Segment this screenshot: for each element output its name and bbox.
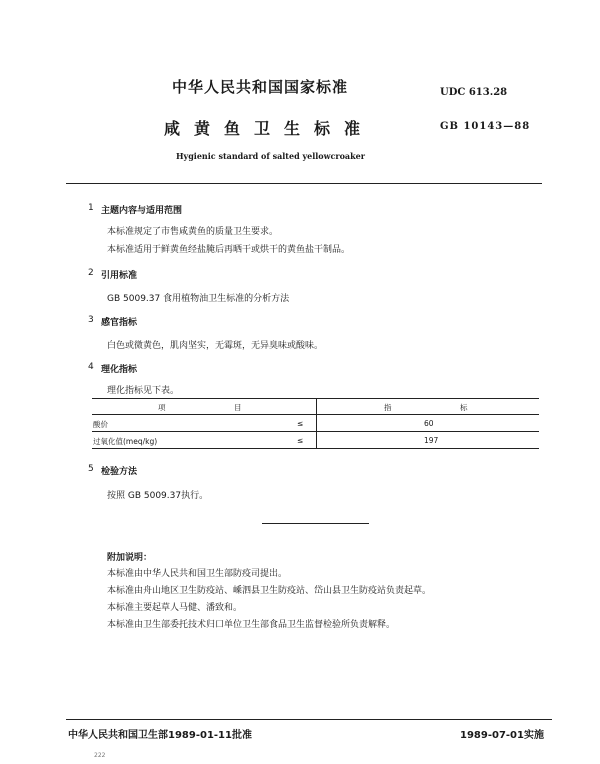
approval-date: 中华人民共和国卫生部1989-01-11批准 — [68, 730, 252, 741]
table-header-index-right: 标 — [460, 403, 468, 412]
notes-line-3: 本标准主要起草人马健、潘致和。 — [107, 603, 243, 613]
table-header-item-right: 目 — [234, 403, 242, 412]
section-2-line-1: GB 5009.37 食用植物油卫生标准的分析方法 — [107, 294, 290, 304]
table-bottom-border — [92, 448, 539, 449]
table-header-index-left: 指 — [384, 403, 392, 412]
section-1-line-1: 本标准规定了市售咸黄鱼的质量卫生要求。 — [107, 227, 279, 237]
section-1-line-2: 本标准适用于鲜黄鱼经盐腌后再晒干或烘干的黄鱼盐干制品。 — [107, 245, 351, 255]
english-title: Hygienic standard of salted yellowcroaker — [176, 151, 365, 161]
section-4-number: 4 — [88, 362, 94, 372]
header-divider — [66, 183, 542, 184]
notes-title: 附加说明： — [107, 553, 153, 563]
table-row-1-symbol: ≤ — [297, 419, 304, 428]
page-number: 222 — [94, 752, 106, 759]
section-2-title: 引用标准 — [101, 271, 138, 281]
section-3-title: 感官指标 — [101, 318, 138, 328]
gb-standard-code: GB 10143—88 — [440, 121, 531, 132]
section-1-number: 1 — [88, 203, 94, 213]
section-3-line-1: 白色或微黄色，肌肉坚实，无霉斑，无异臭味或酸味。 — [107, 341, 324, 351]
section-3-number: 3 — [88, 315, 94, 325]
table-row-2-value: 197 — [424, 436, 439, 445]
footer-divider — [66, 719, 552, 720]
effective-date: 1989-07-01实施 — [460, 730, 544, 741]
notes-line-2: 本标准由舟山地区卫生防疫站、嵊泗县卫生防疫站、岱山县卫生防疫站负责起草。 — [107, 586, 432, 596]
table-row-2-symbol: ≤ — [297, 436, 304, 445]
end-of-standard-rule — [262, 523, 369, 524]
section-1-title: 主题内容与适用范围 — [101, 206, 183, 216]
section-4-line-1: 理化指标见下表。 — [107, 386, 180, 396]
table-row-2-item: 过氧化值(meq/kg) — [93, 437, 158, 446]
notes-line-4: 本标准由卫生部委托技术归口单位卫生部食品卫生监督检验所负责解释。 — [107, 620, 396, 630]
notes-line-1: 本标准由中华人民共和国卫生部防疫司提出。 — [107, 569, 288, 579]
section-5-title: 检验方法 — [101, 467, 138, 477]
document-title: 咸黄鱼卫生标准 — [164, 119, 375, 138]
section-5-line-1: 按照 GB 5009.37执行。 — [107, 491, 209, 501]
section-5-number: 5 — [88, 464, 94, 474]
section-4-title: 理化指标 — [101, 365, 138, 375]
issuing-organization: 中华人民共和国国家标准 — [172, 78, 349, 96]
table-row-1-item: 酸价 — [93, 420, 108, 429]
table-column-divider — [316, 398, 317, 448]
udc-code: UDC 613.28 — [440, 87, 508, 98]
section-2-number: 2 — [88, 268, 94, 278]
table-header-item-left: 项 — [158, 403, 166, 412]
table-row-1-value: 60 — [424, 419, 434, 428]
